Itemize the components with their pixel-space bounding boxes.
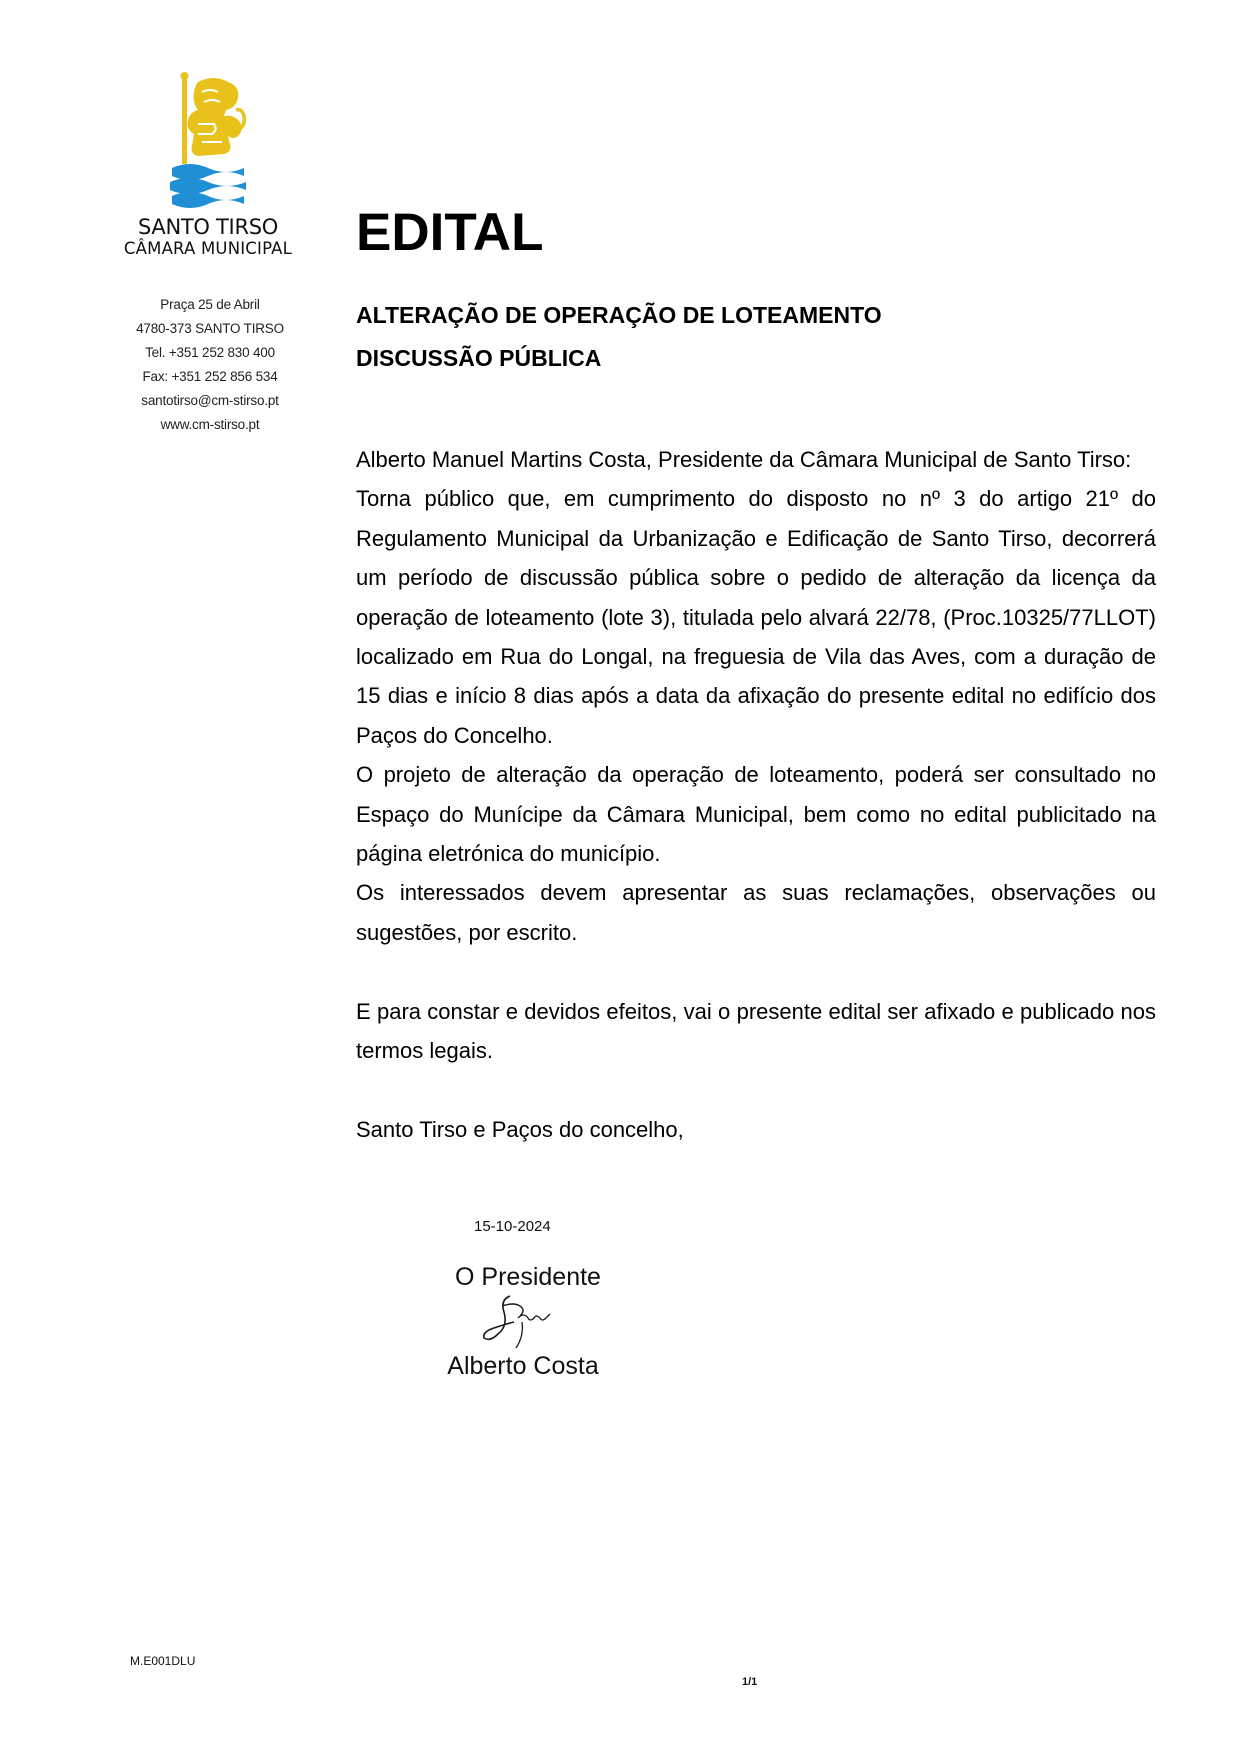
phone-line: Tel. +351 252 830 400 xyxy=(145,345,275,360)
lion-crest-icon xyxy=(168,72,248,212)
document-date: 15-10-2024 xyxy=(474,1218,551,1235)
website-line: www.cm-stirso.pt xyxy=(160,417,260,432)
body-paragraph: Torna público que, em cumprimento do disposto no nº 3 do artigo 21º do Regulamento Municipal da Urbanização e Edificação de Santo Tirso, decorrerá um período de discussão pública sobre o pedido de alteração da licença da operação de loteamento (lote 3), titulada pelo alvará 22/78, (Proc.10325/77LLOT) localizado em Rua do Longal, na freguesia de Vila das Aves, com a duração de 15 dias e início 8 dias após a data da afixação do presente edital no edifício dos Paços do Concelho. xyxy=(356,486,1156,748)
logo-subtitle: CÂMARA MUNICIPAL xyxy=(123,239,293,258)
body-paragraph: E para constar e devidos efeitos, vai o presente edital ser afixado e publicado nos termos legais. xyxy=(356,998,1156,1064)
body-paragraph: Alberto Manuel Martins Costa, Presidente da Câmara Municipal de Santo Tirso: xyxy=(356,447,1132,472)
form-code: M.E001DLU xyxy=(130,1654,196,1668)
municipality-logo xyxy=(118,72,298,259)
signature-block xyxy=(428,1262,628,1380)
document-title: EDITAL xyxy=(356,203,544,262)
paragraph-spacer xyxy=(356,952,1156,991)
signature-role: O Presidente xyxy=(455,1263,601,1291)
address-line: Praça 25 de Abril xyxy=(160,297,260,312)
paragraph-spacer xyxy=(356,1070,1156,1109)
handwritten-signature xyxy=(480,1292,560,1352)
email-line: santotirso@cm-stirso.pt xyxy=(141,393,279,408)
closing-line: Santo Tirso e Paços do concelho, xyxy=(356,1116,684,1142)
fax-line: Fax: +351 252 856 534 xyxy=(142,369,278,384)
logo-name: SANTO TIRSO xyxy=(138,215,278,239)
body-paragraph: O projeto de alteração da operação de loteamento, poderá ser consultado no Espaço do Munícipe da Câmara Municipal, bem como no edital publicitado na página eletrónica do município. xyxy=(356,762,1156,867)
document-body xyxy=(356,440,1156,1149)
subtitle-line: DISCUSSÃO PÚBLICA xyxy=(356,345,602,371)
contact-block xyxy=(110,293,310,437)
subtitle-line: ALTERAÇÃO DE OPERAÇÃO DE LOTEAMENTO xyxy=(356,302,882,328)
page-number: 1/1 xyxy=(742,1676,758,1688)
postal-code-line: 4780-373 SANTO TIRSO xyxy=(136,321,284,336)
document-subtitle xyxy=(356,294,882,380)
body-paragraph: Os interessados devem apresentar as suas reclamações, observações ou sugestões, por escrito. xyxy=(356,880,1156,945)
signature-name: Alberto Costa xyxy=(447,1352,599,1380)
